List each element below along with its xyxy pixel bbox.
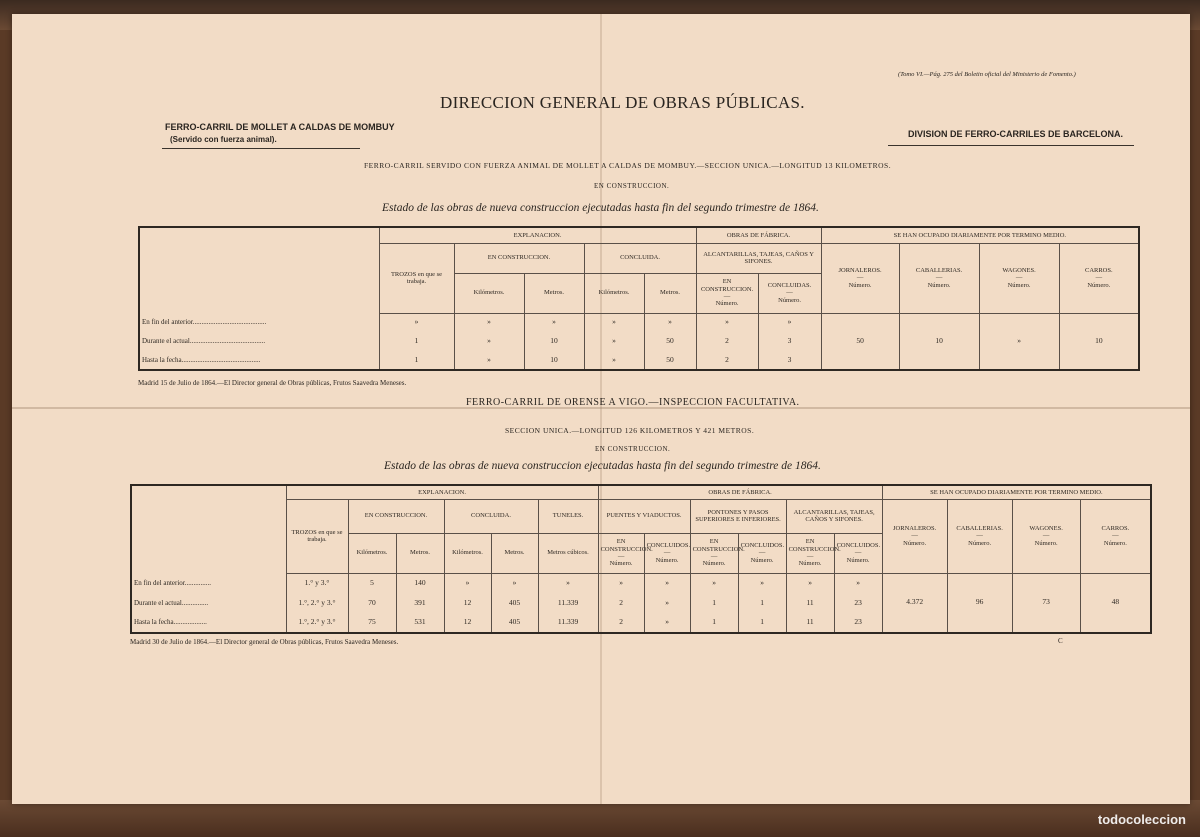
table-cell: 1.°, 2.° y 3.° [286, 593, 348, 613]
table-cell: » [454, 332, 524, 351]
table-cell: 1.° y 3.° [286, 573, 348, 593]
section1-table [138, 226, 1140, 371]
s1-h-alcantarillas: ALCANTARILLAS, TAJEAS, CAÑOS Y SIFONES. [696, 243, 821, 273]
table-cell: » [584, 332, 644, 351]
table-cell: 2 [598, 613, 644, 633]
main-title: DIRECCION GENERAL DE OBRAS PÚBLICAS. [440, 93, 805, 112]
s2-h-trozos: TROZOS en que se trabaja. [286, 499, 348, 573]
table-cell: 10 [1059, 313, 1139, 370]
section2-line1: SECCION UNICA.—LONGITUD 126 KILOMETROS Y 421 METROS. [505, 426, 755, 435]
s2-h-concluida: CONCLUIDA. [444, 499, 538, 533]
table-cell: 11 [786, 613, 834, 633]
table-cell: 11 [786, 593, 834, 613]
right-title: DIVISION DE FERRO-CARRILES DE BARCELONA. [908, 129, 1124, 139]
s1-h-caballerias: CABALLERIAS. — Número. [899, 243, 979, 313]
table-cell: 3 [758, 351, 821, 370]
s2-h-alc-concluidos: CONCLUIDOS. — Número. [834, 533, 882, 573]
table-cell: » [690, 573, 738, 593]
s2-h-metros-2: Metros. [491, 533, 538, 573]
section2-title: FERRO-CARRIL DE ORENSE A VIGO.—INSPECCION FACULTATIVA. [466, 397, 800, 408]
table-cell: 23 [834, 593, 882, 613]
table-cell: 48 [1080, 573, 1151, 633]
s1-h-wagones: WAGONES. — Número. [979, 243, 1059, 313]
table-cell: 11.339 [538, 613, 598, 633]
s2-h-kilometros-2: Kilómetros. [444, 533, 491, 573]
s1-h-concluida: CONCLUIDA. [584, 243, 696, 273]
table-cell: » [444, 573, 491, 593]
table-cell: 10 [524, 351, 584, 370]
section2-table [130, 484, 1152, 634]
s1-h-en-construccion: EN CONSTRUCCION. [454, 243, 584, 273]
s2-h-ocupado: SE HAN OCUPADO DIARIAMENTE POR TERMINO MEDIO. [882, 485, 1151, 499]
s1-h-carros: CARROS. — Número. [1059, 243, 1139, 313]
table-cell: 2 [696, 332, 758, 351]
s2-h-en-construccion: EN CONSTRUCCION. [348, 499, 444, 533]
row-label: Durante el actual............... [131, 593, 286, 613]
table-cell: 3 [758, 332, 821, 351]
table-cell: 70 [348, 593, 396, 613]
table-cell: 10 [899, 313, 979, 370]
s2-h-alc-en-construccion: EN CONSTRUCCION. — Número. [786, 533, 834, 573]
s1-h-alc-concluidas: CONCLUIDAS. — Número. [758, 273, 821, 313]
table-cell: » [584, 313, 644, 332]
table-cell: 1 [738, 593, 786, 613]
s2-h-kilometros-1: Kilómetros. [348, 533, 396, 573]
s2-h-puentes-concluidos: CONCLUIDOS. — Número. [644, 533, 690, 573]
table-cell: 391 [396, 593, 444, 613]
table-cell: » [644, 593, 690, 613]
section1-heading: Estado de las obras de nueva construccion ejecutadas hasta fin del segundo trimestre de 1864. [382, 202, 819, 214]
s1-h-trozos: TROZOS en que se trabaja. [379, 243, 454, 313]
table-cell: 1 [379, 332, 454, 351]
s1-h-metros-1: Metros. [524, 273, 584, 313]
s1-h-ocupado: SE HAN OCUPADO DIARIAMENTE POR TERMINO MEDIO. [821, 227, 1139, 243]
table-cell: » [584, 351, 644, 370]
table-cell: 12 [444, 593, 491, 613]
table-cell: » [786, 573, 834, 593]
table-cell: 5 [348, 573, 396, 593]
table-cell: 96 [947, 573, 1012, 633]
table-cell: » [491, 573, 538, 593]
table-cell: » [696, 313, 758, 332]
table-cell: » [758, 313, 821, 332]
table-cell: 1 [379, 351, 454, 370]
s2-h-puentes: PUENTES Y VIADUCTOS. [598, 499, 690, 533]
table-cell: 1 [690, 613, 738, 633]
s2-h-pontones: PONTONES Y PASOS SUPERIORES E INFERIORES. [690, 499, 786, 533]
section1-label-column [139, 227, 379, 313]
table-cell: 75 [348, 613, 396, 633]
table-row [139, 313, 1139, 332]
table-row [131, 573, 1151, 593]
table-cell: 405 [491, 593, 538, 613]
table-cell: » [979, 313, 1059, 370]
left-subtitle: (Servido con fuerza animal). [170, 135, 277, 144]
section1-line2: EN CONSTRUCCION. [594, 182, 670, 190]
row-label: Hasta la fecha................... [131, 613, 286, 633]
s2-h-metros-1: Metros. [396, 533, 444, 573]
table-cell: 405 [491, 613, 538, 633]
s2-h-obras: OBRAS DE FÁBRICA. [598, 485, 882, 499]
table-cell: 1 [738, 613, 786, 633]
s2-h-puentes-en-construccion: EN CONSTRUCCION. — Número. [598, 533, 644, 573]
s2-h-explanacion: EXPLANACION. [286, 485, 598, 499]
table-cell: 531 [396, 613, 444, 633]
watermark-logo: todocoleccion [1097, 812, 1186, 827]
tomo-note: (Tomo VI.—Pág. 275 del Boletin oficial del Ministerio de Fomento.) [898, 71, 1076, 78]
s1-h-obras: OBRAS DE FÁBRICA. [696, 227, 821, 243]
left-title-rule [162, 148, 360, 149]
table-cell: 11.339 [538, 593, 598, 613]
table-cell: 1.°, 2.° y 3.° [286, 613, 348, 633]
table-cell: » [454, 313, 524, 332]
table-cell: » [454, 351, 524, 370]
s1-h-alc-en-construccion: EN CONSTRUCCION. — Número. [696, 273, 758, 313]
table-cell: 4.372 [882, 573, 947, 633]
table-cell: 12 [444, 613, 491, 633]
s2-h-tuneles: TUNELES. [538, 499, 598, 533]
s1-h-jornaleros: JORNALEROS. — Número. [821, 243, 899, 313]
row-label: En fin del anterior.......................................... [139, 313, 379, 332]
s1-h-kilometros-1: Kilómetros. [454, 273, 524, 313]
table-cell: 73 [1012, 573, 1080, 633]
corner-mark: C [1058, 637, 1063, 645]
s1-h-explanacion: EXPLANACION. [379, 227, 696, 243]
table-cell: 2 [598, 593, 644, 613]
s2-h-jornaleros: JORNALEROS. — Número. [882, 499, 947, 573]
table-cell: 140 [396, 573, 444, 593]
s2-h-pontones-en-construccion: EN CONSTRUCCION. — Número. [690, 533, 738, 573]
table-cell: 23 [834, 613, 882, 633]
left-title: FERRO-CARRIL DE MOLLET A CALDAS DE MOMBUY [165, 122, 395, 132]
s2-h-metros-cubicos: Metros cúbicos. [538, 533, 598, 573]
s1-h-kilometros-2: Kilómetros. [584, 273, 644, 313]
section2-label-column [131, 485, 286, 573]
table-cell: 50 [821, 313, 899, 370]
document-sheet [12, 14, 1190, 804]
section2-heading: Estado de las obras de nueva construccion ejecutadas hasta fin del segundo trimestre de 1864. [384, 460, 821, 472]
s1-h-metros-2: Metros. [644, 273, 696, 313]
table-cell: 50 [644, 332, 696, 351]
row-label: Hasta la fecha............................................. [139, 351, 379, 370]
section2-line2: EN CONSTRUCCION. [595, 445, 671, 453]
section1-footer: Madrid 15 de Julio de 1864.—El Director general de Obras públicas, Frutos Saavedra Meneses. [138, 379, 407, 387]
table-cell: » [738, 573, 786, 593]
table-cell: » [834, 573, 882, 593]
s2-h-caballerias: CABALLERIAS. — Número. [947, 499, 1012, 573]
table-cell: 10 [524, 332, 584, 351]
table-cell: 50 [644, 351, 696, 370]
s2-h-alcantarillas: ALCANTARILLAS, TAJEAS, CAÑOS Y SIFONES. [786, 499, 882, 533]
s2-h-wagones: WAGONES. — Número. [1012, 499, 1080, 573]
table-cell: » [644, 573, 690, 593]
fold-line-vertical [600, 14, 602, 804]
table-cell: 1 [690, 593, 738, 613]
table-cell: » [644, 613, 690, 633]
row-label: En fin del anterior............... [131, 573, 286, 593]
section2-footer: Madrid 30 de Julio de 1864.—El Director general de Obras públicas, Frutos Saavedra Meneses. [130, 638, 399, 646]
row-label: Durante el actual........................................... [139, 332, 379, 351]
s2-h-pontones-concluidos: CONCLUIDOS. — Número. [738, 533, 786, 573]
table-cell: » [598, 573, 644, 593]
right-title-rule [888, 145, 1134, 146]
table-cell: » [524, 313, 584, 332]
table-cell: » [644, 313, 696, 332]
s2-h-carros: CARROS. — Número. [1080, 499, 1151, 573]
table-cell: 2 [696, 351, 758, 370]
section1-line1: FERRO-CARRIL SERVIDO CON FUERZA ANIMAL DE MOLLET A CALDAS DE MOMBUY.—SECCION UNICA.—LONGITUD 13 KILOMETROS. [364, 161, 892, 170]
backdrop-bottom [0, 800, 1200, 837]
table-cell: » [538, 573, 598, 593]
table-cell: » [379, 313, 454, 332]
